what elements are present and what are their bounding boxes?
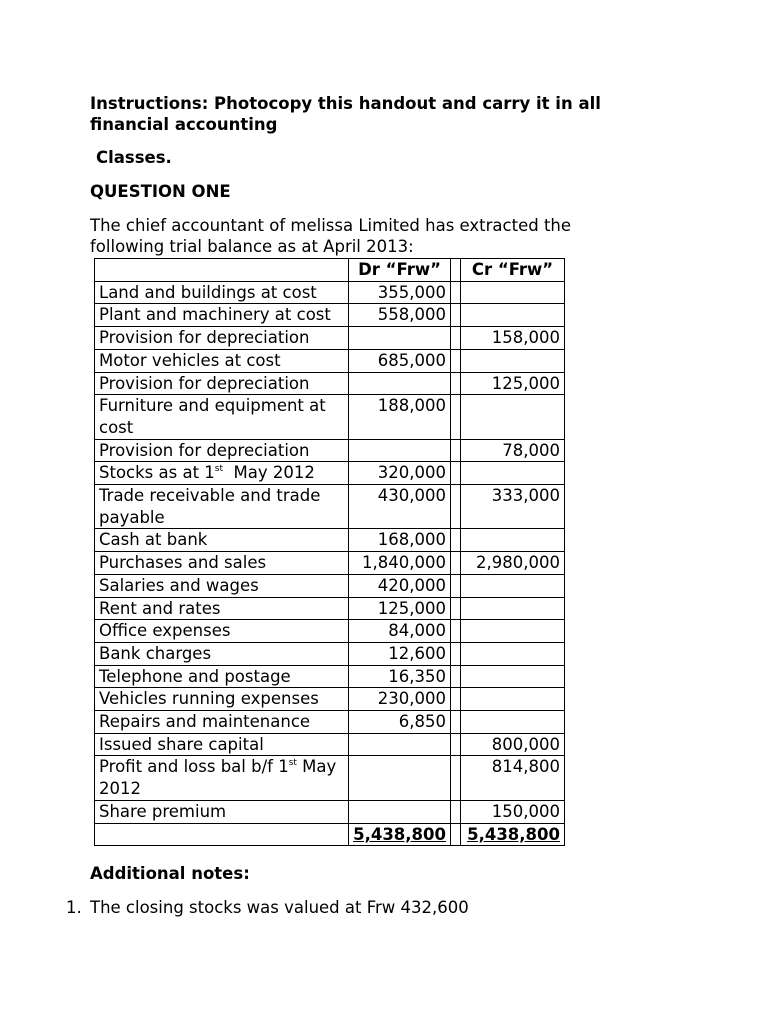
row-credit <box>461 688 565 711</box>
row-label: Trade receivable and trade payable <box>95 485 349 529</box>
row-gap <box>451 439 461 462</box>
table-row <box>95 349 565 372</box>
row-credit <box>461 395 565 439</box>
row-gap <box>451 733 461 756</box>
row-debit <box>349 327 451 350</box>
row-credit: 333,000 <box>461 485 565 529</box>
instructions-line-3: Classes. <box>96 148 172 167</box>
row-credit <box>461 281 565 304</box>
row-debit <box>349 733 451 756</box>
row-debit: 6,850 <box>349 711 451 734</box>
note-text: The closing stocks was valued at Frw 432,600 <box>90 898 469 917</box>
row-credit <box>461 349 565 372</box>
intro-line-1: The chief accountant of melissa Limited has extracted the <box>90 216 572 235</box>
table-row <box>95 665 565 688</box>
table-row <box>95 529 565 552</box>
row-label: Rent and rates <box>95 597 349 620</box>
row-gap <box>451 620 461 643</box>
row-credit: 800,000 <box>461 733 565 756</box>
row-gap <box>451 327 461 350</box>
row-debit: 320,000 <box>349 462 451 485</box>
trial-balance-table <box>94 258 565 846</box>
header-credit: Cr “Frw” <box>461 259 565 282</box>
row-debit <box>349 372 451 395</box>
row-credit: 158,000 <box>461 327 565 350</box>
row-gap <box>451 756 461 800</box>
row-label: Repairs and maintenance <box>95 711 349 734</box>
row-label-text: Stocks as at 1 <box>99 463 215 483</box>
total-credit-value: 5,438,800 <box>467 824 560 844</box>
row-label: Land and buildings at cost <box>95 281 349 304</box>
row-gap <box>451 552 461 575</box>
intro-line-2: following trial balance as at April 2013: <box>90 237 414 256</box>
row-debit: 558,000 <box>349 304 451 327</box>
table-row <box>95 327 565 350</box>
additional-notes-heading: Additional notes: <box>90 864 250 883</box>
row-label: Cash at bank <box>95 529 349 552</box>
header-debit: Dr “Frw” <box>349 259 451 282</box>
row-label: Plant and machinery at cost <box>95 304 349 327</box>
row-credit: 2,980,000 <box>461 552 565 575</box>
instructions-line-2: financial accounting <box>90 115 278 134</box>
row-gap <box>451 304 461 327</box>
row-credit <box>461 574 565 597</box>
row-debit: 84,000 <box>349 620 451 643</box>
table-row <box>95 552 565 575</box>
row-label: Bank charges <box>95 642 349 665</box>
row-credit <box>461 665 565 688</box>
table-row <box>95 756 565 800</box>
row-debit: 168,000 <box>349 529 451 552</box>
row-debit: 1,840,000 <box>349 552 451 575</box>
row-credit <box>461 462 565 485</box>
row-label: Furniture and equipment at cost <box>95 395 349 439</box>
row-debit: 16,350 <box>349 665 451 688</box>
row-label: Vehicles running expenses <box>95 688 349 711</box>
total-debit-value: 5,438,800 <box>353 824 446 844</box>
row-credit <box>461 529 565 552</box>
row-label: Salaries and wages <box>95 574 349 597</box>
row-debit: 230,000 <box>349 688 451 711</box>
table-row <box>95 304 565 327</box>
row-credit: 125,000 <box>461 372 565 395</box>
row-gap <box>451 485 461 529</box>
table-row <box>95 688 565 711</box>
row-debit: 355,000 <box>349 281 451 304</box>
header-gap <box>451 259 461 282</box>
table-row <box>95 642 565 665</box>
table-row <box>95 733 565 756</box>
total-debit <box>349 823 451 846</box>
row-gap <box>451 688 461 711</box>
row-gap <box>451 372 461 395</box>
row-gap <box>451 597 461 620</box>
row-label-text: May 2012 <box>99 757 342 799</box>
question-heading: QUESTION ONE <box>90 182 231 201</box>
row-label <box>95 462 349 485</box>
row-debit: 12,600 <box>349 642 451 665</box>
table-row <box>95 485 565 529</box>
row-credit <box>461 711 565 734</box>
row-gap <box>451 574 461 597</box>
totals-label-cell <box>95 823 349 846</box>
row-credit <box>461 304 565 327</box>
row-label: Provision for depreciation <box>95 372 349 395</box>
row-label-text: Profit and loss bal b/f 1 <box>99 757 289 777</box>
row-label: Motor vehicles at cost <box>95 349 349 372</box>
table-row <box>95 462 565 485</box>
row-gap <box>451 800 461 823</box>
row-label: Provision for depreciation <box>95 327 349 350</box>
row-gap <box>451 395 461 439</box>
row-debit: 420,000 <box>349 574 451 597</box>
table-row <box>95 574 565 597</box>
row-label: Telephone and postage <box>95 665 349 688</box>
table-row <box>95 711 565 734</box>
row-credit <box>461 597 565 620</box>
row-label-text: May 2012 <box>223 463 315 483</box>
header-blank-cell <box>95 259 349 282</box>
table-row <box>95 439 565 462</box>
row-label-superscript: st <box>214 464 224 475</box>
row-credit <box>461 642 565 665</box>
table-row <box>95 281 565 304</box>
row-gap <box>451 529 461 552</box>
row-label: Purchases and sales <box>95 552 349 575</box>
row-label-superscript: st <box>288 758 297 769</box>
row-debit: 430,000 <box>349 485 451 529</box>
table-row <box>95 597 565 620</box>
row-label <box>95 756 349 800</box>
row-debit <box>349 800 451 823</box>
totals-gap <box>451 823 461 846</box>
row-gap <box>451 665 461 688</box>
row-debit: 685,000 <box>349 349 451 372</box>
row-gap <box>451 642 461 665</box>
row-gap <box>451 349 461 372</box>
row-debit <box>349 439 451 462</box>
table-row <box>95 372 565 395</box>
row-debit: 125,000 <box>349 597 451 620</box>
table-row <box>95 800 565 823</box>
row-label: Provision for depreciation <box>95 439 349 462</box>
table-row <box>95 395 565 439</box>
row-label: Issued share capital <box>95 733 349 756</box>
table-header-row <box>95 259 565 282</box>
row-gap <box>451 711 461 734</box>
note-number: 1. <box>66 898 82 917</box>
row-label: Office expenses <box>95 620 349 643</box>
row-credit: 814,800 <box>461 756 565 800</box>
instructions-line-1: Instructions: Photocopy this handout and carry it in all <box>90 94 601 113</box>
row-gap <box>451 462 461 485</box>
row-gap <box>451 281 461 304</box>
row-debit: 188,000 <box>349 395 451 439</box>
row-credit: 78,000 <box>461 439 565 462</box>
total-credit <box>461 823 565 846</box>
row-credit: 150,000 <box>461 800 565 823</box>
row-debit <box>349 756 451 800</box>
table-row <box>95 620 565 643</box>
row-label: Share premium <box>95 800 349 823</box>
row-credit <box>461 620 565 643</box>
totals-row <box>95 823 565 846</box>
